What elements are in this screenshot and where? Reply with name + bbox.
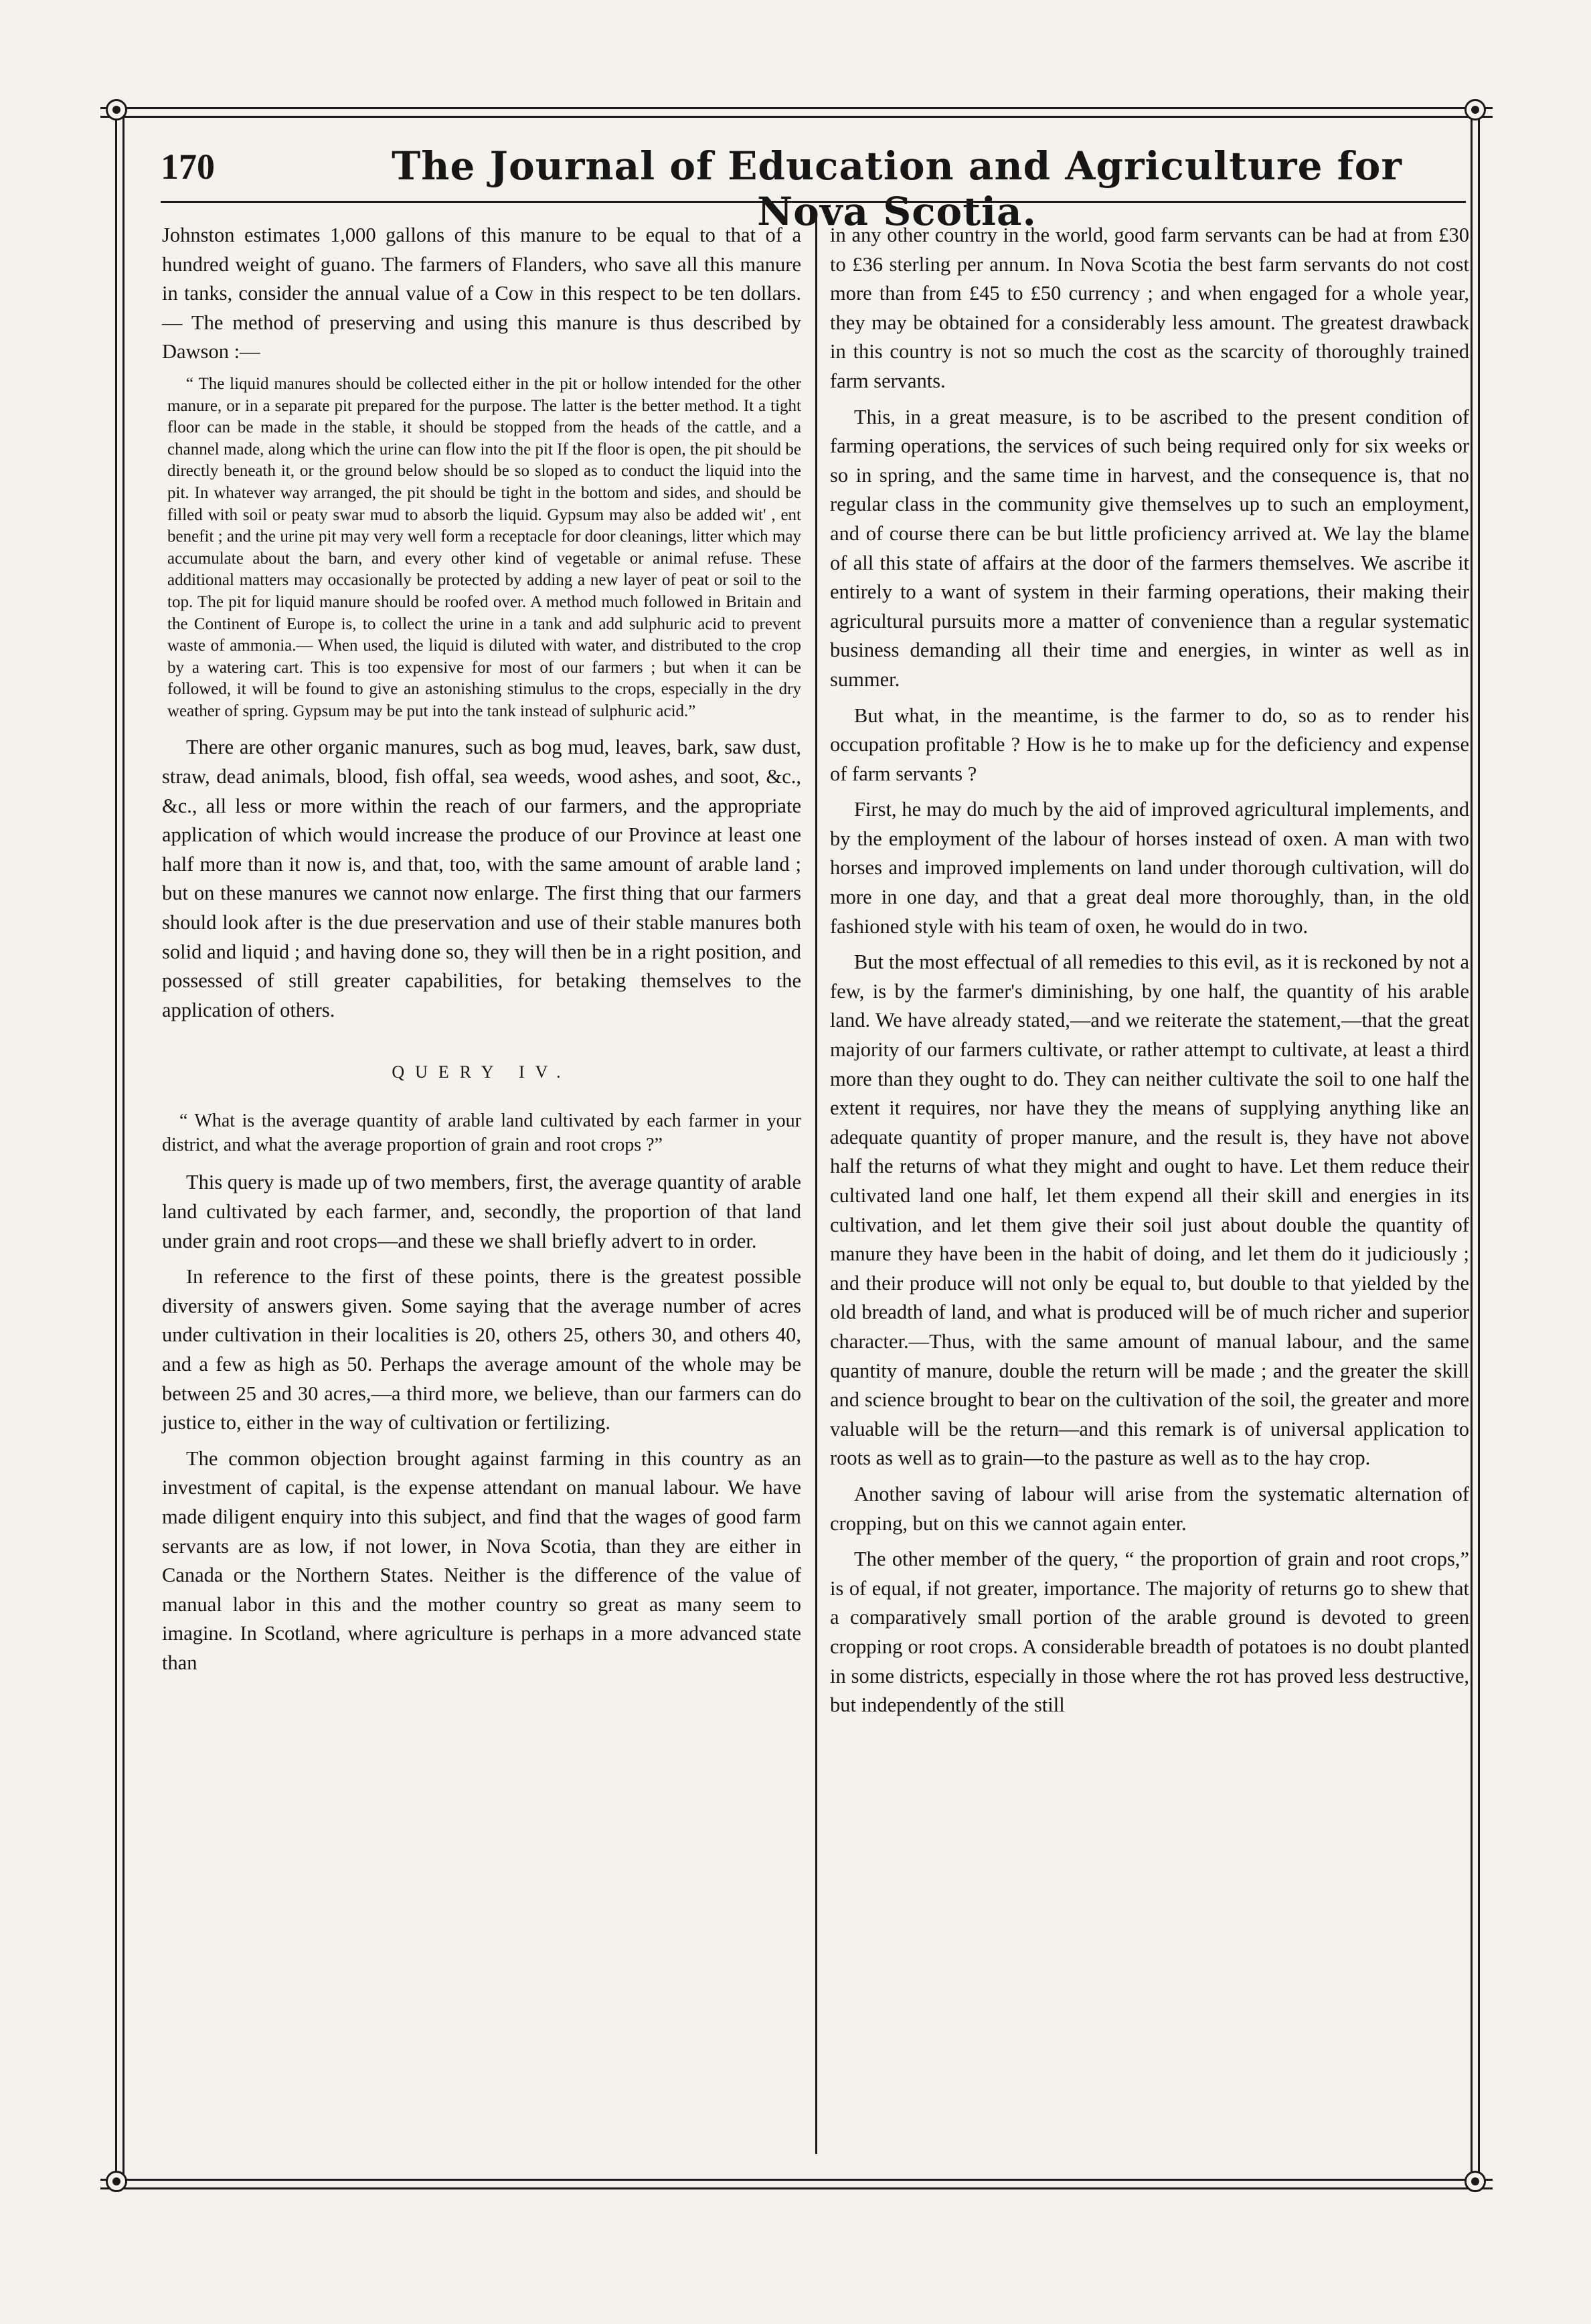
left-column [162,221,801,1678]
bottom-border-rule [100,2179,1493,2189]
header-rule [161,201,1466,203]
corner-ornament-icon [106,99,127,120]
article-paragraph: Johnston estimates 1,000 gallons of this manure to be equal to that of a hundred weight of guano. The farmers of Flanders, who save all this manure in tanks, consider the annual value of a Cow in this respect to be ten dollars.— The method of preserving and using this manure is thus described by Dawson :— [162,224,801,363]
corner-ornament-icon [1464,99,1486,120]
article-paragraph: Another saving of labour will arise from the systematic alternation of cropping, but on this we cannot again enter. [830,1482,1469,1535]
page-number: 170 [161,147,215,187]
corner-ornament-icon [1464,2171,1486,2192]
article-paragraph: But the most effectual of all remedies to this evil, as it is reckoned by not a few, is by the farmer's diminishing, by one half, the quantity of his arable land. We have already stated,—and we reiterate the statement,—that the great majority of our farmers cultivate, or rather attempt to cultivate, at least a third more than they ought to do. They can neither cultivate the soil to one half the extent it requires, nor have they the means of supplying anything like an adequate quantity of proper manure, and the result is, they have not above half the returns of what they might and ought to have. Let them reduce their cultivated land one half, let them expend all their skill and energies in its cultivation, and let them give their soil just about double the quantity of manure they have been in the habit of doing, and let them do it judiciously ; and their produce will not only be equal to, but double to that yielded by the old breadth of land, and what is produced will be of much richer and superior character.—Thus, with the same amount of manual labour, and the same quantity of manure, double the return will be made ; and the greater the skill and science brought to bear on the cultivation of the soil, the greater and more valuable will be the return—and this remark is of universal application to roots as well as to grain—to the pasture as well as to the hay crop. [830,950,1469,1470]
right-column [830,221,1469,1720]
article-paragraph: In reference to the first of these points, there is the greatest possible diversity of answers given. Some saying that the average number of acres under cultivation in their localities is 20, others 25, others 30, and others 40, and a few as high as 50. Perhaps the average amount of the whole may be between 25 and 30 acres,—a third more, we believe, than our farmers can do justice to, either in the way of cultivation or fertilizing. [162,1265,801,1434]
article-paragraph: First, he may do much by the aid of improved agricultural implements, and by the employment of the labour of horses instead of oxen. A man with two horses and improved implements on land under thorough cultivation, will do more in one day, and that a great deal more thoroughly, than, in the old fashioned style with his team of oxen, he would do in two. [830,798,1469,938]
top-border-rule [100,107,1493,118]
column-divider [815,213,817,2154]
article-paragraph: There are other organic manures, such as bog mud, leaves, bark, saw dust, straw, dead animals, blood, fish offal, sea weeds, wood ashes, and soot, &c., &c., all less or more within the reach of our farmers, and the appropriate application of which would increase the produce of our Province at least one half more than it now is, and that, too, with the same amount of arable land ; but on these manures we cannot now enlarge. The first thing that our farmers should look after is the due preservation and use of their stable manures both solid and liquid ; and having done so, they will then be in a right position, and possessed of still greater capabilities, for betaking themselves to the application of others. [162,736,801,1021]
section-heading: QUERY IV. [392,1062,572,1082]
corner-ornament-icon [106,2171,127,2192]
article-paragraph: The other member of the query, “ the proportion of grain and root crops,” is of equal, if not greater, importance. The majority of returns go to shew that a comparatively small portion of the arable ground is devoted to green cropping or root crops. A considerable breadth of potatoes is no doubt planted in some districts, especially in those where the rot has proved less destructive, but independently of the still [830,1548,1469,1717]
dawson-quote: “ The liquid manures should be collected either in the pit or hollow intended for the other manure, or in a separate pit prepared for the purpose. The latter is the better method. It a tight floor can be made in the stable, it should be stopped from the heads of the cattle, and a channel made, along which the urine can flow into the pit If the floor is open, the pit should be directly beneath it, or the ground below should be so sloped as to conduct the liquid into the pit. In whatever way arranged, the pit should be tight in the bottom and sides, and should be filled with soil or peaty swar mud to absorb the liquid. Gypsum may also be added wit' , ent benefit ; and the urine pit may very well form a receptacle for door cleanings, litter which may accumulate about the barn, and every other kind of vegetable or animal refuse. These additional matters may occasionally be protected by adding a new layer of peat or soil to the top. The pit for liquid manure should be roofed over. A method much followed in Britain and the Continent of Europe is, to collect the urine in a tank and add sulphuric acid to prevent waste of ammonia.— When used, the liquid is diluted with water, and distributed to the crop by a watering cart. This is too expensive for most of our farmers ; but when it can be followed, it will be found to give an astonishing stimulus to the crops, especially in the dry weather of spring. Gypsum may be put into the tank instead of sulphuric acid.” [167,374,801,720]
left-border-rule [115,110,124,2179]
article-paragraph: The common objection brought against farming in this country as an investment of capital, is the expense attendant on manual labour. We have made diligent enquiry into this subject, and find that the wages of good farm servants are as low, if not lower, in Nova Scotia, than they are either in Canada or the Northern States. Neither is the difference of the value of manual labor in this and the mother country so great as many seem to imagine. In Scotland, where agriculture is perhaps in a more advanced state than [162,1446,801,1674]
right-border-rule [1471,110,1480,2179]
journal-title: The Journal of Education and Agriculture for Nova Scotia. [392,143,1402,234]
query-text: “ What is the average quantity of arable land cultivated by each farmer in your district, and what the average proportion of grain and root crops ?” [162,1110,801,1156]
article-paragraph: in any other country in the world, good farm servants can be had at from £30 to £36 sterling per annum. In Nova Scotia the best farm servants do not cost more than from £45 to £50 currency ; and when engaged for a whole year, they may be obtained for a considerably less amount. The greatest drawback in this country is not so much the cost as the scarcity of thoroughly trained farm servants. [830,224,1469,392]
article-paragraph: This query is made up of two members, first, the average quantity of arable land cultivated by each farmer, and, secondly, the proportion of that land under grain and root crops—and these we shall briefly advert to in order. [162,1171,801,1252]
article-paragraph: But what, in the meantime, is the farmer to do, so as to render his occupation profitable ? How is he to make up for the deficiency and expense of farm servants ? [830,703,1469,785]
article-paragraph: This, in a great measure, is to be ascribed to the present condition of farming operations, the services of such being required only for six weeks or so in spring, and the same time in harvest, and the consequence is, that no regular class in the community give themselves up to such an employment, and of course there can be but little proficiency arrived at. We lay the blame of all this state of affairs at the door of the farmers themselves. We ascribe it entirely to a want of system in their farming operations, their making their agricultural pursuits more a matter of convenience than a regular systematic business demanding all their time and energies, in winter as well as in summer. [830,405,1469,691]
